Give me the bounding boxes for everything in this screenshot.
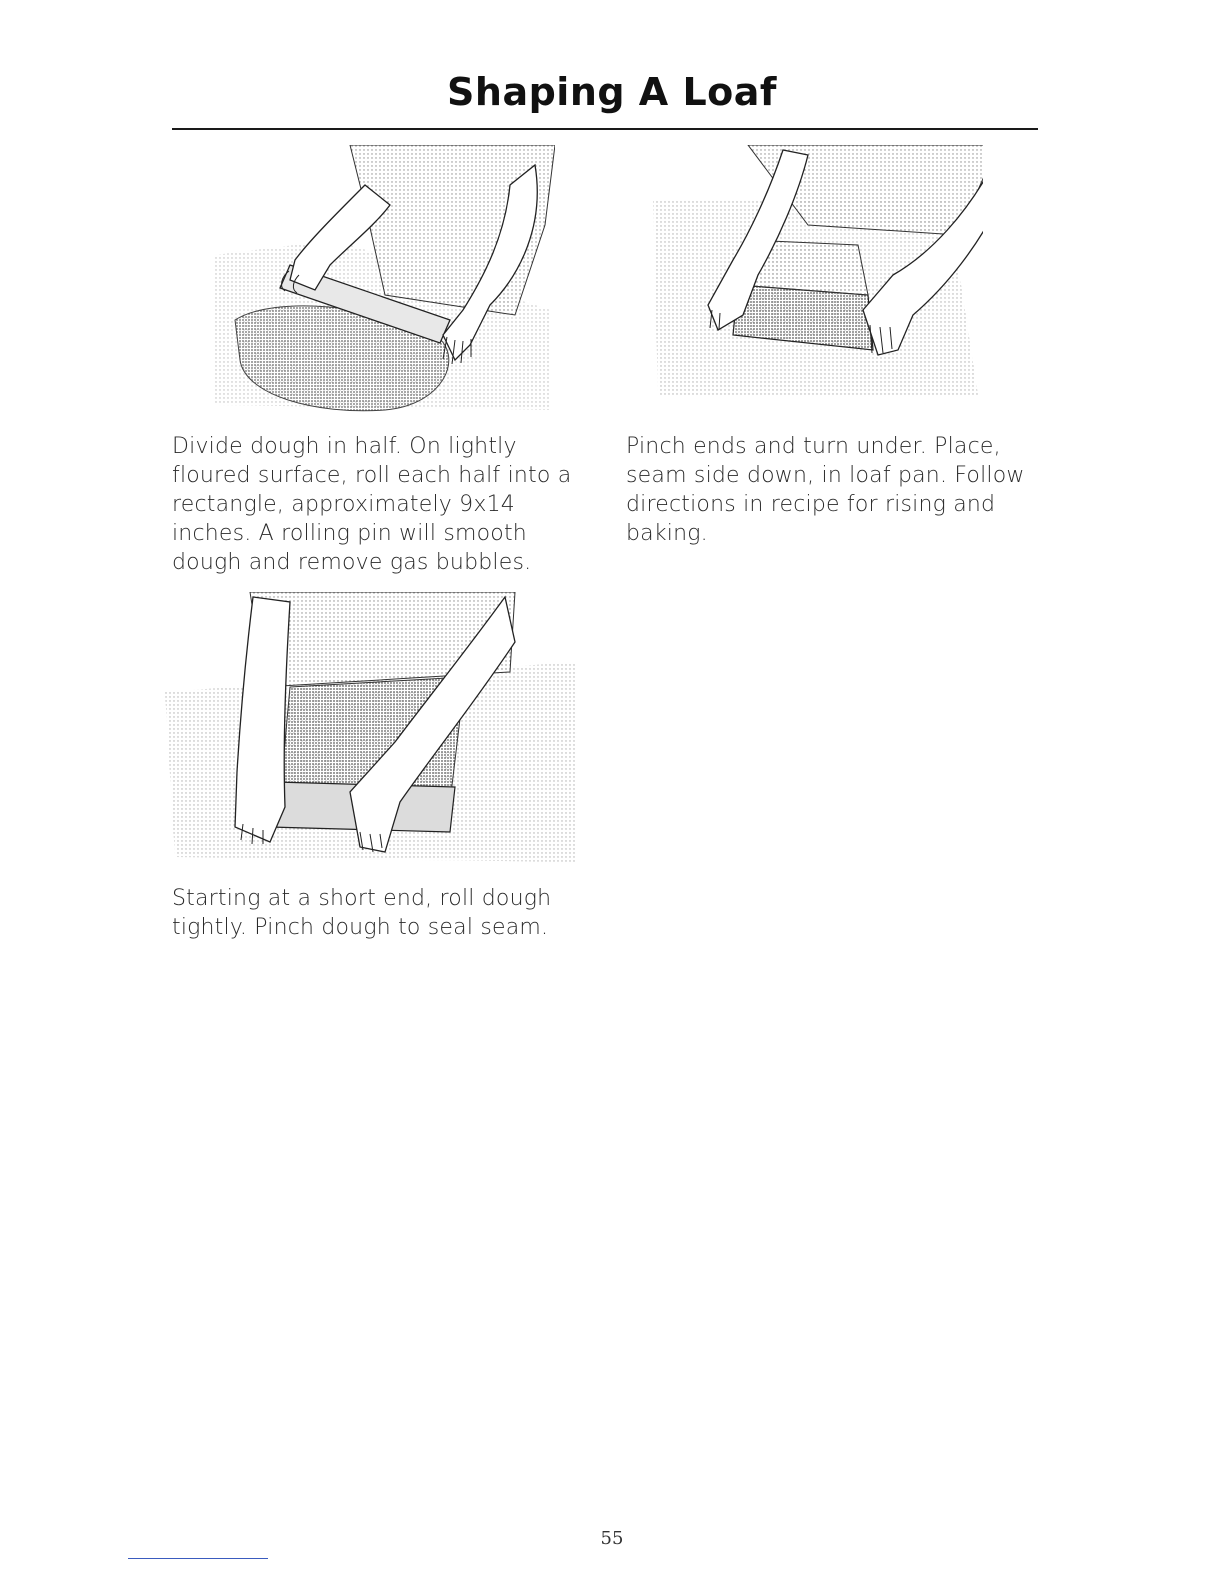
caption-step-3: Starting at a short end, roll dough tightly. Pinch dough to seal seam. [172, 886, 552, 940]
footer-rule [128, 1558, 268, 1559]
caption-step-1: Divide dough in half. On lightly floured surface, roll each half into a rectangle, approximately 9x14 inches. A rolling pin will smooth dough and remove gas bubbles. [172, 434, 572, 575]
caption-step-2: Pinch ends and turn under. Place, seam side down, in loaf pan. Follow directions in recipe for rising and baking. [626, 434, 1025, 546]
page-title: Shaping A Loaf [447, 70, 777, 114]
illustration-roll-tightly [165, 592, 580, 867]
illustration-rolling-pin [215, 145, 555, 425]
title-rule [172, 128, 1038, 130]
illustration-pinch-ends [648, 145, 983, 410]
page-number: 55 [600, 1528, 624, 1549]
